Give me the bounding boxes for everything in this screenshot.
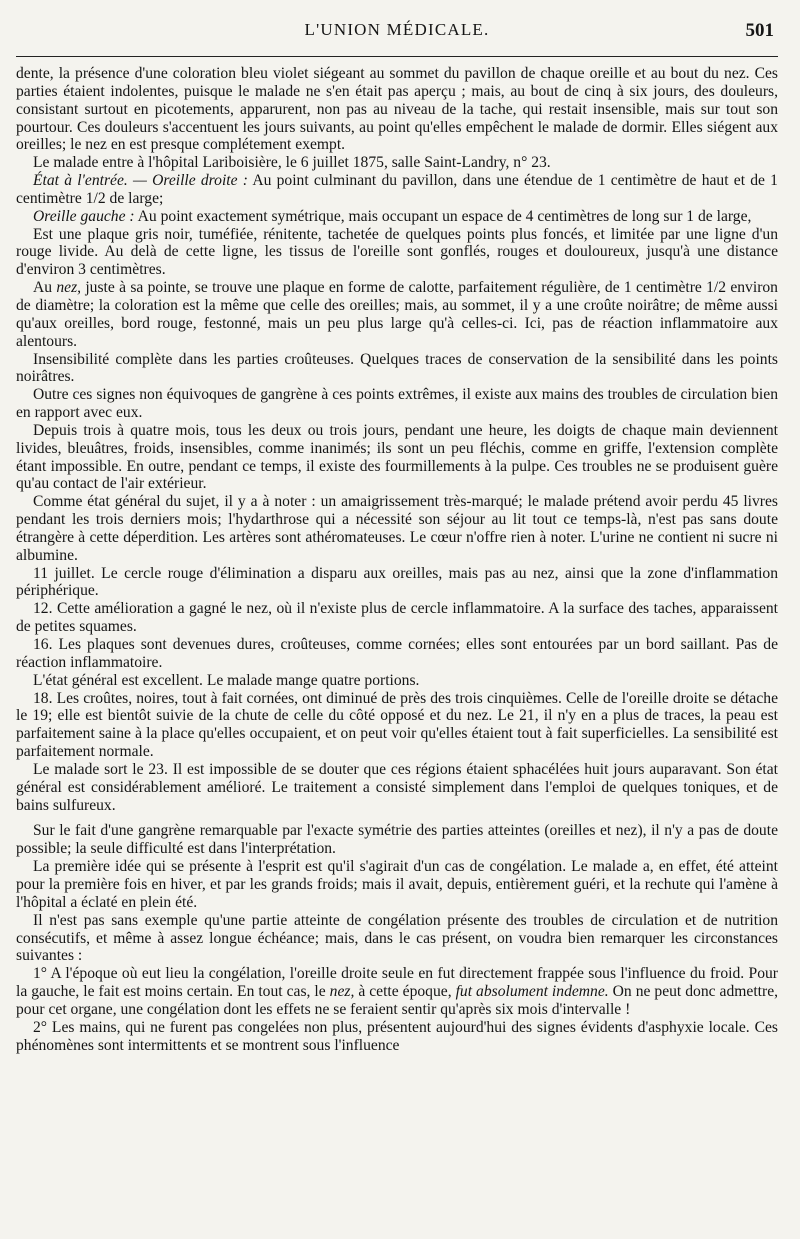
paragraph: Le malade sort le 23. Il est impossible de se douter que ces régions étaient sphacélées huit jours auparavant. Son état général est considérablement amélioré. Le traitement a consisté simplement dans l'emploi de quelques toniques, et de bains sulfureux. [16, 760, 778, 814]
paragraph: 16. Les plaques sont devenues dures, croûteuses, comme cornées; elles sont entourées par un bord saillant. Pas de réaction inflammatoire. [16, 636, 778, 671]
paragraph: Insensibilité complète dans les parties croûteuses. Quelques traces de conservation de la sensibilité dans les points noirâtres. [16, 350, 778, 386]
paragraph: L'état général est excellent. Le malade mange quatre portions. [33, 671, 420, 689]
header-rule [16, 56, 778, 57]
running-title: L'UNION MÉDICALE. [304, 20, 490, 39]
paragraph: Il n'est pas sans exemple qu'une partie atteinte de congélation présente des troubles de circulation et de nutrition consécutifs, et même à assez longue échéance; mais, dans le cas présent, on voudra bien remarquer les circonstances suivantes : [16, 911, 778, 965]
section-gap [16, 814, 778, 822]
paragraph: Comme état général du sujet, il y a à noter : un amaigrissement très-marqué; le malade prétend avoir perdu 45 livres pendant les trois derniers mois; l'hydarthrose qui a nécessité son séjour au lit tout ce temps-là, n'est pas sans doute étrangère à cette déperdition. Les artères sont athéromateuses. Le cœur n'offre rien à noter. L'urine ne contient ni sucre ni albumine. [16, 493, 778, 564]
paragraph: Sur le fait d'une gangrène remarquable par l'exacte symétrie des parties atteintes (oreilles et nez), il n'y a pas de doute possible; la seule difficulté est dans l'interprétation. [16, 822, 778, 858]
paragraph: Est une plaque gris noir, tuméfiée, rénitente, tachetée de quelques points plus foncés, et limitée par une ligne d'un rouge livide. Au delà de cette ligne, les tissus de l'oreille sont gonflés, rouges et douloureux, jusqu'à une distance d'environ 3 centimètres. [16, 225, 778, 279]
paragraph: 12. Cette amélioration a gagné le nez, où il n'existe plus de cercle inflammatoire. A la surface des taches, apparaissent de petites squames. [16, 600, 778, 636]
paragraph: État à l'entrée. — Oreille droite : Au point culminant du pavillon, dans une étendue de 1 centimètre de haut et de 1 centimètre 1/2 de large; [16, 172, 778, 207]
paragraph: 11 juillet. Le cercle rouge d'élimination a disparu aux oreilles, mais pas au nez, ainsi que la zone d'inflammation périphérique. [16, 564, 778, 600]
paragraph: Depuis trois à quatre mois, tous les deux ou trois jours, pendant une heure, les doigts de chaque main deviennent livides, bleuâtres, froids, insensibles, comme inanimés; ils sont un peu fléchis, comme en griffe, l'extension complète étant impossible. En outre, pendant ce temps, il existe des fourmillements à la pulpe. Ces troubles ne se produisent guère qu'au contact de l'air extérieur. [16, 421, 778, 493]
paragraph: dente, la présence d'une coloration bleu violet siégeant au sommet du pavillon de chaque oreille et au bout du nez. Ces parties étaient indolentes, puisque le malade ne s'en était pas aperçu ; mais, au bout de cinq à six jours, des douleurs, consistant surtout en picotements, apparurent, non pas au niveau de la tache, qui restait insensible, mais sur tout son pourtour. Ces douleurs s'accentuent les jours suivants, au point qu'elles empêchent le malade de dormir. Elles siégent aux oreilles; le nez en est presque complétement exempt. [16, 65, 778, 154]
paragraph: Au nez, juste à sa pointe, se trouve une plaque en forme de calotte, parfaitement régulière, de 1 centimètre 1/2 environ de diamètre; la coloration est la même que celle des oreilles; mais, au sommet, il y a une croûte noirâtre; de même aussi qu'aux oreilles, bord rouge, festonné, mais un peu plus large qu'à celles-ci. Ici, pas de réaction inflammatoire aux alentours. [16, 279, 778, 350]
paragraph: Oreille gauche : Au point exactement symétrique, mais occupant un espace de 4 centimètres de long sur 1 de large, [33, 207, 752, 225]
paragraph: Le malade entre à l'hôpital Lariboisière, le 6 juillet 1875, salle Saint-Landry, n° 23. [33, 154, 551, 172]
paragraph: 18. Les croûtes, noires, tout à fait cornées, ont diminué de près des trois cinquièmes. Celle de l'oreille droite se détache le 19; elle est bientôt suivie de la chute de celle du côté opposé et du nez. Le 21, il n'y en a plus de traces, la peau est parfaitement saine à la place qu'elles occupaient, et on peut voir qu'elles étaient tout à fait superficielles. La sensibilité est parfaitement normale. [16, 689, 778, 761]
paragraph: 1° A l'époque où eut lieu la congélation, l'oreille droite seule en fut directement frappée sous l'influence du froid. Pour la gauche, le fait est moins certain. En tout cas, le nez, à cette époque, fut absolument indemne. On ne peut donc admettre, pour cet organe, une congélation dont les effets ne se feraient sentir qu'après six mois d'intervalle ! [16, 965, 779, 1018]
paragraph: La première idée qui se présente à l'esprit est qu'il s'agirait d'un cas de congélation. Le malade a, en effet, été atteint pour la première fois en hiver, et par les grands froids; mais il avait, depuis, entièrement guéri, et la rechute qui l'amène à l'hôpital a éclaté en plein été. [16, 858, 778, 911]
paragraph: Outre ces signes non équivoques de gangrène à ces points extrêmes, il existe aux mains des troubles de circulation bien en rapport avec eux. [16, 386, 778, 422]
body-text [16, 65, 778, 1054]
page-number: 501 [745, 20, 774, 41]
paragraph: 2° Les mains, qui ne furent pas congelées non plus, présentent aujourd'hui des signes évidents d'asphyxie locale. Ces phénomènes sont intermittents et se montrent sous l'influence [16, 1018, 778, 1054]
page-header [16, 20, 778, 46]
